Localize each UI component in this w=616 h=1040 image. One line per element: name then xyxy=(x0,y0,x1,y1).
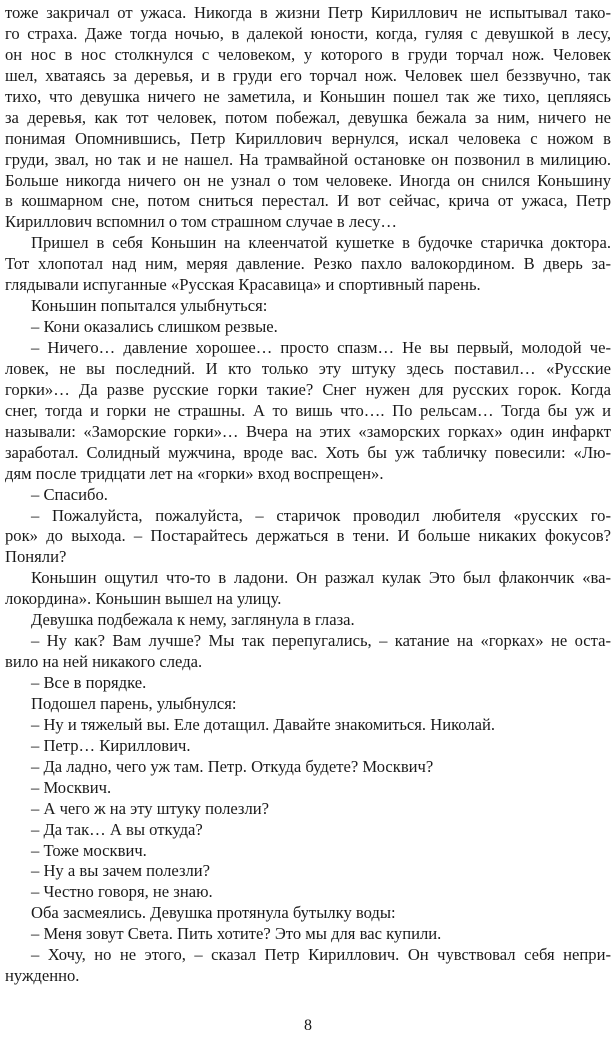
text-line: шел, хватаясь за деревья, и в груди его торчал нож. Человек шел беззвучно, так xyxy=(5,65,611,85)
text-line: – Хочу, но не этого, – сказал Петр Кириллович. Он чувствовал себя непри- xyxy=(31,945,611,965)
text-line: называли: «Заморские горки»… Вчера на этих «заморских горках» один инфаркт xyxy=(5,421,611,441)
text-line: – Спасибо. xyxy=(31,484,108,504)
text-line: Больше никогда ничего он не узнал о том человеке. Иногда он снился Коньшину xyxy=(5,170,611,190)
text-line: – Москвич. xyxy=(31,777,112,797)
text-line: Поняли? xyxy=(5,547,67,567)
text-line: вило на ней никакого следа. xyxy=(5,652,203,672)
text-line: Девушка подбежала к нему, заглянула в глаза. xyxy=(31,610,355,630)
text-line: он нос в нос столкнулся с человеком, у которого в груди торчал нож. Человек xyxy=(5,44,611,64)
text-line: – Да так… А вы откуда? xyxy=(31,819,203,839)
page-number: 8 xyxy=(304,1017,312,1034)
text-line: дям после тридцати лет на «горки» вход воспрещен». xyxy=(5,463,384,483)
text-line: нужденно. xyxy=(5,966,80,986)
text-line: снег, тогда и горки не страшны. А то вишь что…. По рельсам… Тогда бы уж и xyxy=(5,400,611,420)
text-line: – Тоже москвич. xyxy=(31,840,147,860)
text-line: ловек, не вы последний. И кто только эту штуку здесь поставил… «Русские xyxy=(5,358,611,378)
text-line: – Меня зовут Света. Пить хотите? Это мы для вас купили. xyxy=(31,924,442,944)
text-line: Тот хлопотал над ним, меряя давление. Резко пахло валокордином. В дверь за- xyxy=(5,254,611,274)
text-line: – Ну и тяжелый вы. Еле дотащил. Давайте знакомиться. Николай. xyxy=(31,714,496,734)
text-line: рок» до выхода. – Постарайтесь держаться в тени. И больше никаких фокусов? xyxy=(5,526,611,546)
text-line: Оба засмеялись. Девушка протянула бутылку воды: xyxy=(31,903,396,923)
text-line: тоже закричал от ужаса. Никогда в жизни Петр Кириллович не испытывал тако- xyxy=(5,3,611,22)
text-line: локордина». Коньшин вышел на улицу. xyxy=(5,589,282,609)
text-line: – Кони оказались слишком резвые. xyxy=(31,317,278,337)
text-line: глядывали испуганные «Русская Красавица» и спортивный парень. xyxy=(5,275,481,295)
text-line: тихо, что девушка ничего не заметила, и Коньшин пошел так же тихо, цепляясь xyxy=(5,86,611,106)
text-line: – Ну а вы зачем полезли? xyxy=(31,861,211,881)
text-line: Коньшин попытался улыбнуться: xyxy=(31,296,268,316)
text-line: – Да ладно, чего уж там. Петр. Откуда будете? Москвич? xyxy=(31,756,434,776)
text-line: за деревья, как тот человек, потом побежал, девушка бежала за ним, ничего не xyxy=(5,107,611,127)
text-line: понимая Опомнившись, Петр Кириллович вернулся, искал человека с ножом в xyxy=(5,128,611,148)
page-body xyxy=(5,3,611,987)
text-line: груди, звал, но так и не нашел. На трамвайной остановке он позвонил в милицию. xyxy=(5,149,611,169)
text-line: в кошмарном сне, потом сниться перестал. И вот сейчас, крича от ужаса, Петр xyxy=(5,191,611,211)
text-line: – Пожалуйста, пожалуйста, – старичок проводил любителя «русских го- xyxy=(31,505,611,525)
text-line: Подошел парень, улыбнулся: xyxy=(31,693,237,713)
text-line: – Честно говоря, не знаю. xyxy=(31,882,213,902)
text-line: го страха. Даже тогда ночью, в далекой юности, когда, гуляя с девушкой в лесу, xyxy=(5,23,611,43)
text-line: Коньшин ощутил что-то в ладони. Он разжал кулак Это был флакончик «ва- xyxy=(31,568,611,588)
text-line: – А чего ж на эту штуку полезли? xyxy=(31,798,269,818)
text-line: горки»… Да разве русские горки такие? Снег нужен для русских горок. Когда xyxy=(5,379,611,399)
text-line: – Все в порядке. xyxy=(31,673,147,692)
text-line: – Ничего… давление хорошее… просто спазм… Не вы первый, молодой че- xyxy=(31,338,611,357)
text-line: Кириллович вспомнил о том страшном случае в лесу… xyxy=(5,212,397,232)
text-line: Пришел в себя Коньшин на клеенчатой кушетке в будочке старичка доктора. xyxy=(31,233,611,253)
text-line: заработал. Солидный мужчина, вроде вас. Хоть бы уж табличку повесили: «Лю- xyxy=(5,442,611,462)
text-line: – Петр… Кириллович. xyxy=(31,735,191,755)
text-line: – Ну как? Вам лучше? Мы так перепугались, – катание на «горках» не оста- xyxy=(31,631,611,651)
